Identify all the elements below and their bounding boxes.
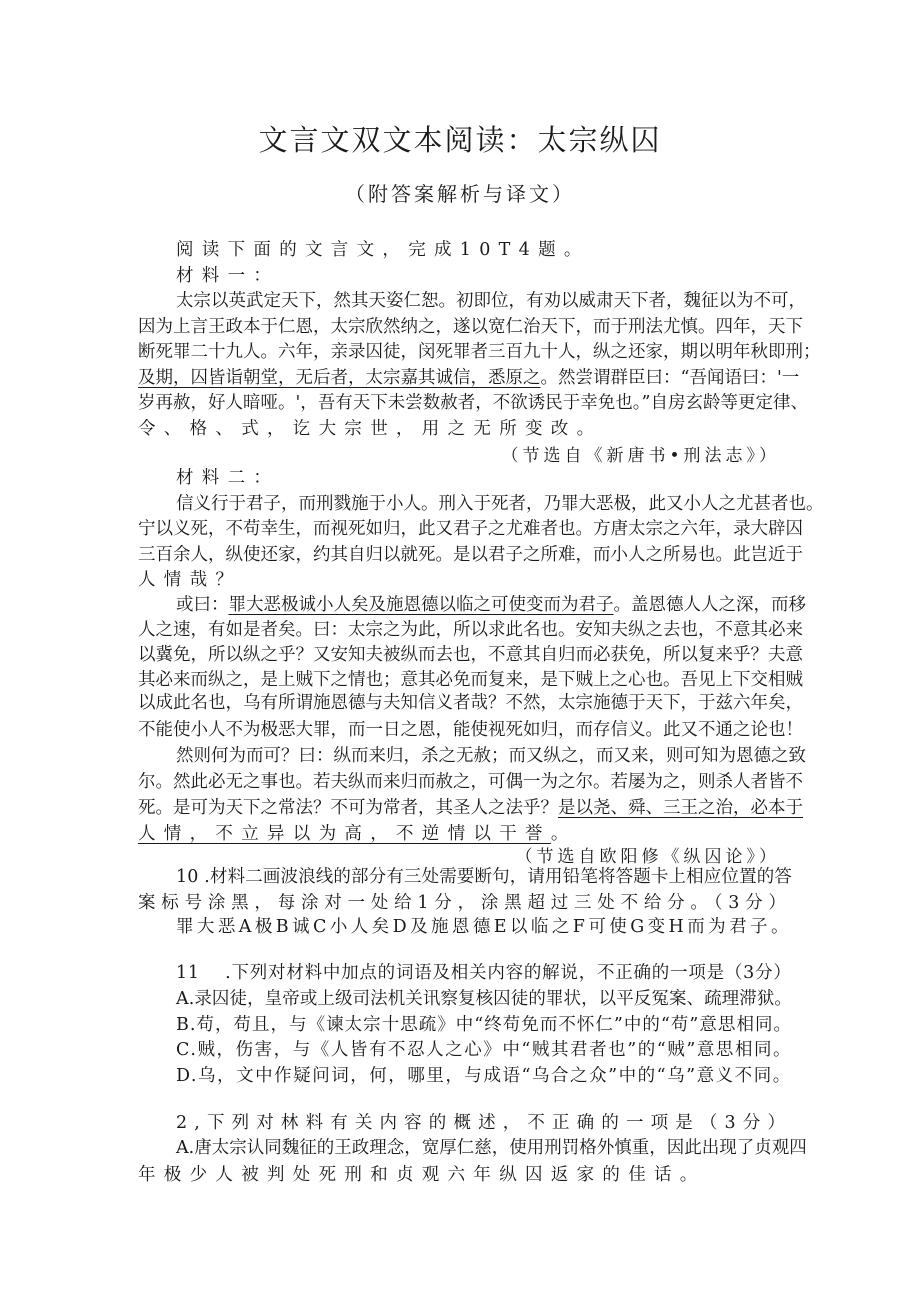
material-1-source: （节选自《新唐书•刑法志》） — [501, 446, 780, 466]
page-title: 文言文双文本阅读：太宗纵囚 — [258, 123, 662, 157]
question-10-line: 罪大恶A极B诚C小人矣D及施恩德E以临之F可使G变H而为君子。 — [176, 917, 792, 937]
option-a: A.唐太宗认同魏征的王政理念，宽厚仁慈，使用刑罚格外慎重，因此出现了贞观四 — [176, 1138, 807, 1158]
page-subtitle: （附答案解析与译文） — [345, 182, 575, 206]
underlined-sentence: 人情，不立异以为高，不逆情以干誉 — [138, 824, 551, 844]
material-1-line: 断死罪二十九人。六年，亲录囚徒，闵死罪者三百九十人，纵之还家，期以明年秋即刑； — [138, 342, 821, 362]
material-2-line: 不能使小人不为极恶大罪，而一日之恩，能使视死如归，而存信义。此又不通之论也！ — [138, 720, 803, 740]
question-11: 11 .下列对材料中加点的词语及相关内容的解说，不正确的一项是（3分） — [176, 963, 792, 983]
material-2-line: 人情哉？ — [138, 570, 242, 590]
material-2-line: 以冀免，所以纵之乎？又安知夫被纵而去也，不意其自归而必获免，所以复来乎？夫意 — [138, 645, 803, 665]
material-2-line: 人之速，有如是者矣。曰：太宗之为此，所以求此名也。安知夫纵之去也，不意其必来 — [138, 620, 803, 640]
material-2-line: 三百余人，纵使还家，约其自归以就死。是以君子之所难，而小人之所易也。此岂近于 — [138, 545, 803, 565]
question-10-line: 案标号涂黑，每涂对一处给1分，涂黑超过三处不给分。（3分） — [138, 893, 792, 913]
text: 或曰： — [176, 595, 229, 615]
material-1-line: 岁再赦，好人暗哑。'，吾有天下未尝数赦者，不欲诱民于幸免也。”自房玄龄等更定律、 — [138, 393, 809, 413]
material-1-line: 太宗以英武定天下，然其天姿仁恕。初即位，有劝以威肃天下者，魏征以为不可， — [176, 291, 806, 311]
material-2-line — [138, 796, 803, 820]
material-2-line — [138, 822, 577, 846]
option-c: C.贼，伤害，与《人皆有不忍人之心》中“贼其君者也”的“贼”意思相同。 — [176, 1040, 793, 1060]
wavy-underlined-sentence: 罪大恶极诚小人矣及施恩德以临之可使变而为君子 — [228, 595, 614, 615]
material-2-line: 尔。然此必无之事也。若夫纵而来归而赦之，可偶一为之尔。若屡为之，则杀人者皆不 — [138, 772, 803, 792]
text: 。 — [550, 824, 577, 844]
material-2-source: （节选自欧阳修《纵囚论》） — [515, 847, 780, 867]
option-a-cont: 年极少人被判处死刑和贞观六年纵囚返家的佳话。 — [138, 1165, 706, 1185]
underlined-sentence: 是以尧、舜、三王之治，必本于 — [558, 798, 803, 818]
material-1-line — [138, 366, 799, 390]
question-12: 2,下列对林料有关内容的概述，不正确的一项是（3分） — [176, 1113, 793, 1133]
text: 。然尝谓群臣曰：“吾闻语曰：'一 — [540, 368, 800, 388]
material-2-line: 然则何为而可？曰：纵而来归，杀之无赦；而又纵之，而又来，则可知为恩德之致 — [176, 746, 806, 766]
text: 。盖恩德人人之深，而移 — [613, 595, 806, 615]
option-a: A.录囚徒，皇帝或上级司法机关讯察复核囚徒的罪状，以平反冤案、疏理滞狱。 — [176, 989, 792, 1009]
material-1-label: 材料一： — [176, 266, 280, 286]
text: 死。是可为天下之常法？不可为常者，其圣人之法乎？ — [138, 798, 558, 818]
question-10: 10 .材料二画波浪线的部分有三处需要断句，请用铅笔将答题卡上相应位置的答 — [176, 867, 792, 887]
intro: 阅读下面的文言文，完成10T4题。 — [176, 240, 590, 260]
material-2-label: 材料二： — [176, 468, 280, 488]
option-b: B.苟，苟且，与《谏太宗十思疏》中“终苟免而不怀仁”中的“苟”意思相同。 — [176, 1015, 793, 1035]
material-2-line: 以成此名也，乌有所谓施恩德与夫知信义者哉？不然，太宗施德于天下，于兹六年矣， — [138, 693, 803, 713]
material-2-line: 其必来而纵之，是上贼下之情也；意其必免而复来，是下贼上之心也。吾见上下交相贼 — [138, 670, 803, 690]
material-2-line: 信义行于君子，而刑戮施于小人。刑入于死者，乃罪大恶极，此又小人之尤甚者也。 — [176, 494, 824, 514]
material-2-line: 宁以义死，不苟幸生，而视死如归，此又君子之尤难者也。方唐太宗之六年，录大辟囚 — [138, 519, 803, 539]
material-2-line — [176, 593, 806, 617]
underlined-sentence: 及期，囚皆诣朝堂，无后者，太宗嘉其诚信，悉原之 — [138, 368, 541, 388]
material-1-line: 因为上言王政本于仁恩，太宗欣然纳之，遂以宽仁治天下，而于刑法尤慎。四年，天下 — [138, 317, 803, 337]
material-1-line: 令、格、式，讫大宗世，用之无所变改。 — [138, 419, 603, 439]
option-d: D.乌，文中作疑问词，何，哪里，与成语“乌合之众”中的“乌”意义不同。 — [176, 1066, 792, 1086]
